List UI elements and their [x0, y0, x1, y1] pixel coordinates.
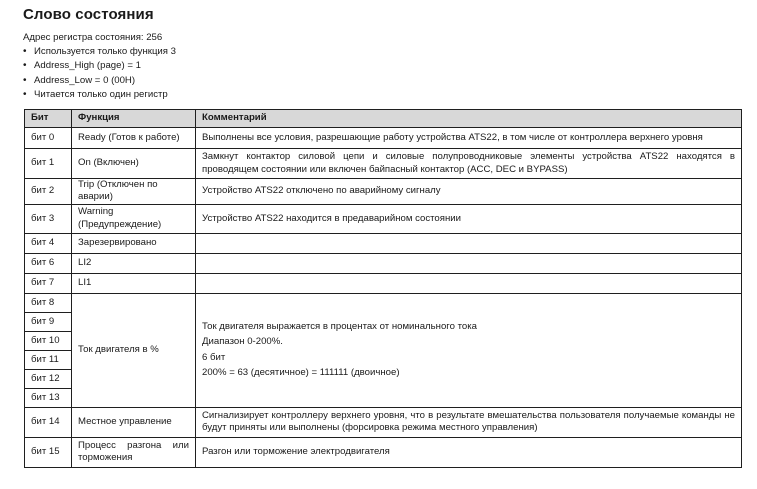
comment-cell	[196, 233, 742, 253]
comment-line: 200% = 63 (десятичное) = 111111 (двоичное)	[202, 367, 400, 379]
table-row	[25, 179, 742, 205]
bit-cell: бит 11	[25, 350, 72, 369]
bit-cell: бит 1	[25, 149, 72, 179]
table-row	[25, 407, 742, 437]
function-cell: Trip (Отключен по аварии)	[72, 179, 196, 205]
bit-cell: бит 10	[25, 331, 72, 350]
bit-cell: бит 7	[25, 273, 72, 293]
bit-cell: бит 2	[25, 179, 72, 205]
table-row	[25, 204, 742, 233]
table-row	[25, 149, 742, 179]
function-cell-motor-current: Ток двигателя в %	[72, 293, 196, 407]
table-row	[25, 437, 742, 467]
bit-cell: бит 15	[25, 437, 72, 467]
comment-cell: Устройство ATS22 отключено по аварийному сигналу	[196, 179, 742, 205]
table-row	[25, 293, 742, 312]
function-cell: Ready (Готов к работе)	[72, 128, 196, 149]
bit-cell: бит 4	[25, 233, 72, 253]
table-header-row	[25, 110, 742, 128]
function-cell: Процесс разгона или торможения	[72, 437, 196, 467]
comment-cell: Сигнализирует контроллеру верхнего уровня, что в результате вмешательства пользователя получаемые команды не будут приняты или выполнены (форсировка режима местного управления)	[196, 407, 742, 437]
bullet-item: • Address_High (page) = 1	[23, 59, 176, 73]
bullet-icon: •	[23, 60, 27, 72]
bit-cell: бит 13	[25, 388, 72, 407]
register-info	[23, 31, 176, 102]
bit-cell: бит 14	[25, 407, 72, 437]
table-row	[25, 273, 742, 293]
address-line: Адрес регистра состояния: 256	[23, 32, 163, 43]
table-row	[25, 253, 742, 273]
comment-cell: Замкнут контактор силовой цепи и силовые полупроводниковые элементы устройства ATS22 находятся в проводящем состоянии или включен байпасный контактор (ACC, DEC и BYPASS)	[196, 149, 742, 179]
bit-cell: бит 8	[25, 293, 72, 312]
comment-line: 6 бит	[202, 351, 226, 363]
table-row	[25, 128, 742, 149]
comment-line: Диапазон 0-200%.	[202, 336, 283, 348]
page-title: Слово состояния	[23, 6, 154, 23]
bit-cell: бит 3	[25, 204, 72, 233]
comment-cell: Выполнены все условия, разрешающие работу устройства ATS22, в том числе от контроллера верхнего уровня	[196, 128, 742, 149]
bit-cell: бит 0	[25, 128, 72, 149]
table-row	[25, 233, 742, 253]
comment-cell: Разгон или торможение электродвигателя	[196, 437, 742, 467]
function-cell: Warning (Предупреждение)	[72, 204, 196, 233]
header-comment: Комментарий	[196, 110, 742, 128]
header-bit: Бит	[25, 110, 72, 128]
comment-cell-motor-current	[196, 293, 742, 407]
function-cell: On (Включен)	[72, 149, 196, 179]
function-cell: Зарезервировано	[72, 233, 196, 253]
bit-cell: бит 12	[25, 369, 72, 388]
function-cell: LI1	[72, 273, 196, 293]
function-cell: Местное управление	[72, 407, 196, 437]
bit-cell: бит 9	[25, 312, 72, 331]
bullet-item: • Address_Low = 0 (00H)	[23, 74, 176, 88]
header-function: Функция	[72, 110, 196, 128]
bullet-icon: •	[23, 74, 27, 86]
comment-cell	[196, 253, 742, 273]
bullet-item: • Читается только один регистр	[23, 88, 176, 102]
function-cell: LI2	[72, 253, 196, 273]
bit-cell: бит 6	[25, 253, 72, 273]
bullet-item: • Используется только функция 3	[23, 45, 176, 59]
comment-line: Ток двигателя выражается в процентах от номинального тока	[202, 321, 477, 332]
bullet-icon: •	[23, 88, 27, 100]
comment-cell	[196, 273, 742, 293]
status-word-table	[24, 109, 742, 468]
comment-cell: Устройство ATS22 находится в предаварийном состоянии	[196, 204, 742, 233]
bullet-icon: •	[23, 46, 27, 58]
